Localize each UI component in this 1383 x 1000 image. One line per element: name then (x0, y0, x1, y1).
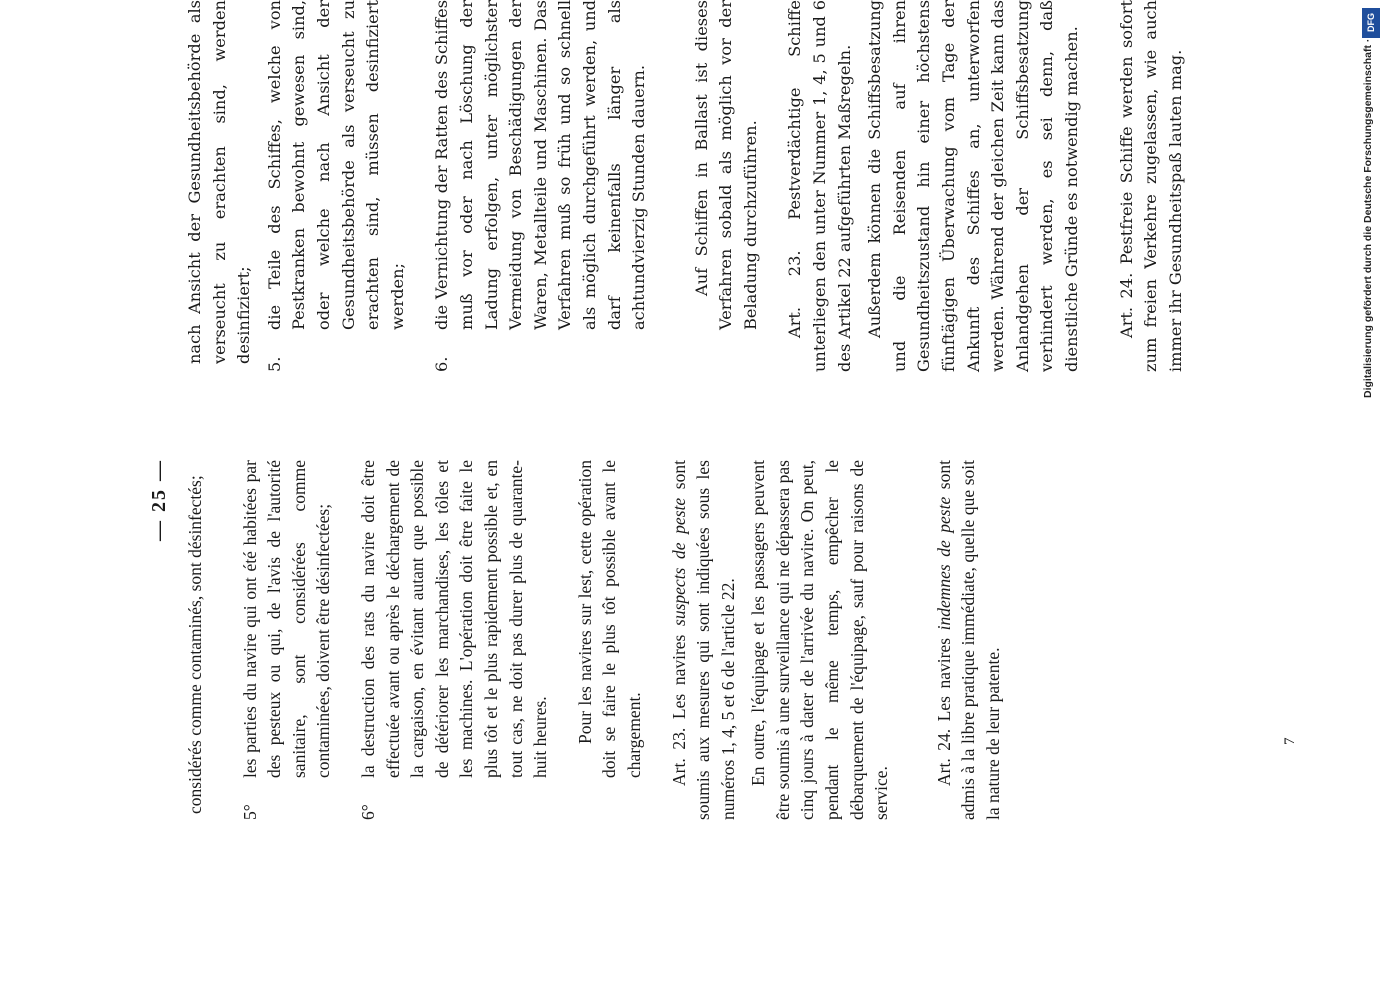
article-text: sont admis à la libre pratique immédiate, quelle que soit la nature de leur patente. (933, 460, 1004, 820)
dfg-logo: DFG (1362, 8, 1380, 38)
german-article-23-continued: Außerdem können die Schiffsbesatzung und die Reisenden auf ihren Gesundheitszustand hin einer höchstens fünftägigen Überwachung vom Tage der Ankunft des Schiffes an, unterworfen werden. Während der gleichen Zeit kann das Anlandgehen der Schiffsbesatzung verhindert werden, es sei denn, daß dienstliche Gründe es notwendig machen. (865, 0, 1081, 372)
item-text: la destruction des rats du navire doit être effectuée avant ou après le déchargement de la cargaison, en évitant autant que possible de détériorer les marchandises, les tôles et les machines. L'opération doit être faite le plus tôt et le plus rapidement possible et, en tout cas, ne doit pas durer plus de quarante-huit heures. (357, 460, 551, 778)
item-text: die Vernichtung der Ratten des Schiffes muß vor oder nach Löschung der Ladung erfolgen, unter möglichster Vermeidung von Beschädigungen der Waren, Metallteile und Maschinen. Das Verfahren muß so früh und so schnell als möglich durchgeführt werden, und darf keinenfalls länger als achtundvierzig Stunden dauern. (432, 0, 649, 330)
german-article-24: Art. 24. Pestfreie Schiffe werden sofort zum freien Verkehre zugelassen, wie auch immer ihr Gesundheitspaß lauten mag. (1116, 0, 1185, 372)
french-item-6 (356, 460, 553, 820)
german-item-6 (430, 0, 651, 372)
german-article-23: Art. 23. Pestverdächtige Schiffe unterliegen den unter Nummer 1, 4, 5 und 6 des Artikel 22 aufgeführten Maßregeln. (785, 0, 854, 372)
german-continuation: nach Ansicht der Gesundheitsbehörde als verseucht zu erachten sind, werden desinfiziert; (185, 0, 254, 364)
item-number: 6° (357, 804, 378, 820)
item-text: les parties du navire qui ont été habitées par des pesteux ou qui, de l'avis de l'autorité sanitaire, sont considérées comme contaminées, doivent être désinfectées; (239, 460, 334, 778)
french-column (183, 460, 1006, 820)
french-article-23-continued: En outre, l'équipage et les passagers peuvent être soumis à une surveillance qui ne dépassera pas cinq jours à dater de l'arrivée du navire. On peut, pendant le même temps, empêcher le débarquement de l'équipage, sauf pour raisons de service. (748, 460, 892, 820)
french-article-24 (932, 460, 1006, 820)
french-continuation: considérés comme contaminés, sont désinfectés; (185, 475, 205, 814)
article-emphasis: suspects de peste (668, 497, 689, 626)
page-number: — 25 — (148, 459, 170, 541)
article-text: Art. 24. Les navires (933, 630, 954, 786)
article-text: sont soumis aux mesures qui sont indiquées sous les numéros 1, 4, 5 et 6 de l'article 22. (668, 460, 738, 820)
article-emphasis: indemnes de peste (933, 496, 954, 631)
signature-mark: 7 (1282, 737, 1298, 745)
german-ballast-paragraph: Auf Schiffen in Ballast ist dieses Verfahren sobald als möglich vor der Beladung durchzuführen. (691, 0, 760, 330)
german-column (183, 0, 1188, 372)
article-text: Art. 23. Les navires (668, 625, 689, 786)
item-number: 5. (264, 356, 284, 372)
dfg-credit-text: Digitalisierung gefördert durch die Deutsche Forschungsgemeinschaft · (1362, 38, 1374, 398)
french-ballast-paragraph: Pour les navires sur lest, cette opération doit se faire le plus tôt possible avant le chargement. (574, 460, 644, 778)
french-item-5 (238, 460, 336, 820)
german-item-5 (263, 0, 411, 372)
item-number: 6. (432, 356, 452, 372)
dfg-credit (1362, 8, 1383, 398)
item-number: 5° (239, 804, 260, 820)
item-text: die Teile des Schiffes, welche von Pestkranken bewohnt gewesen sind, oder welche nach Ansicht der Gesundheitsbehörde als verseucht zu erachten sind, müssen desinfiziert werden; (264, 0, 407, 330)
french-article-23 (667, 460, 741, 820)
